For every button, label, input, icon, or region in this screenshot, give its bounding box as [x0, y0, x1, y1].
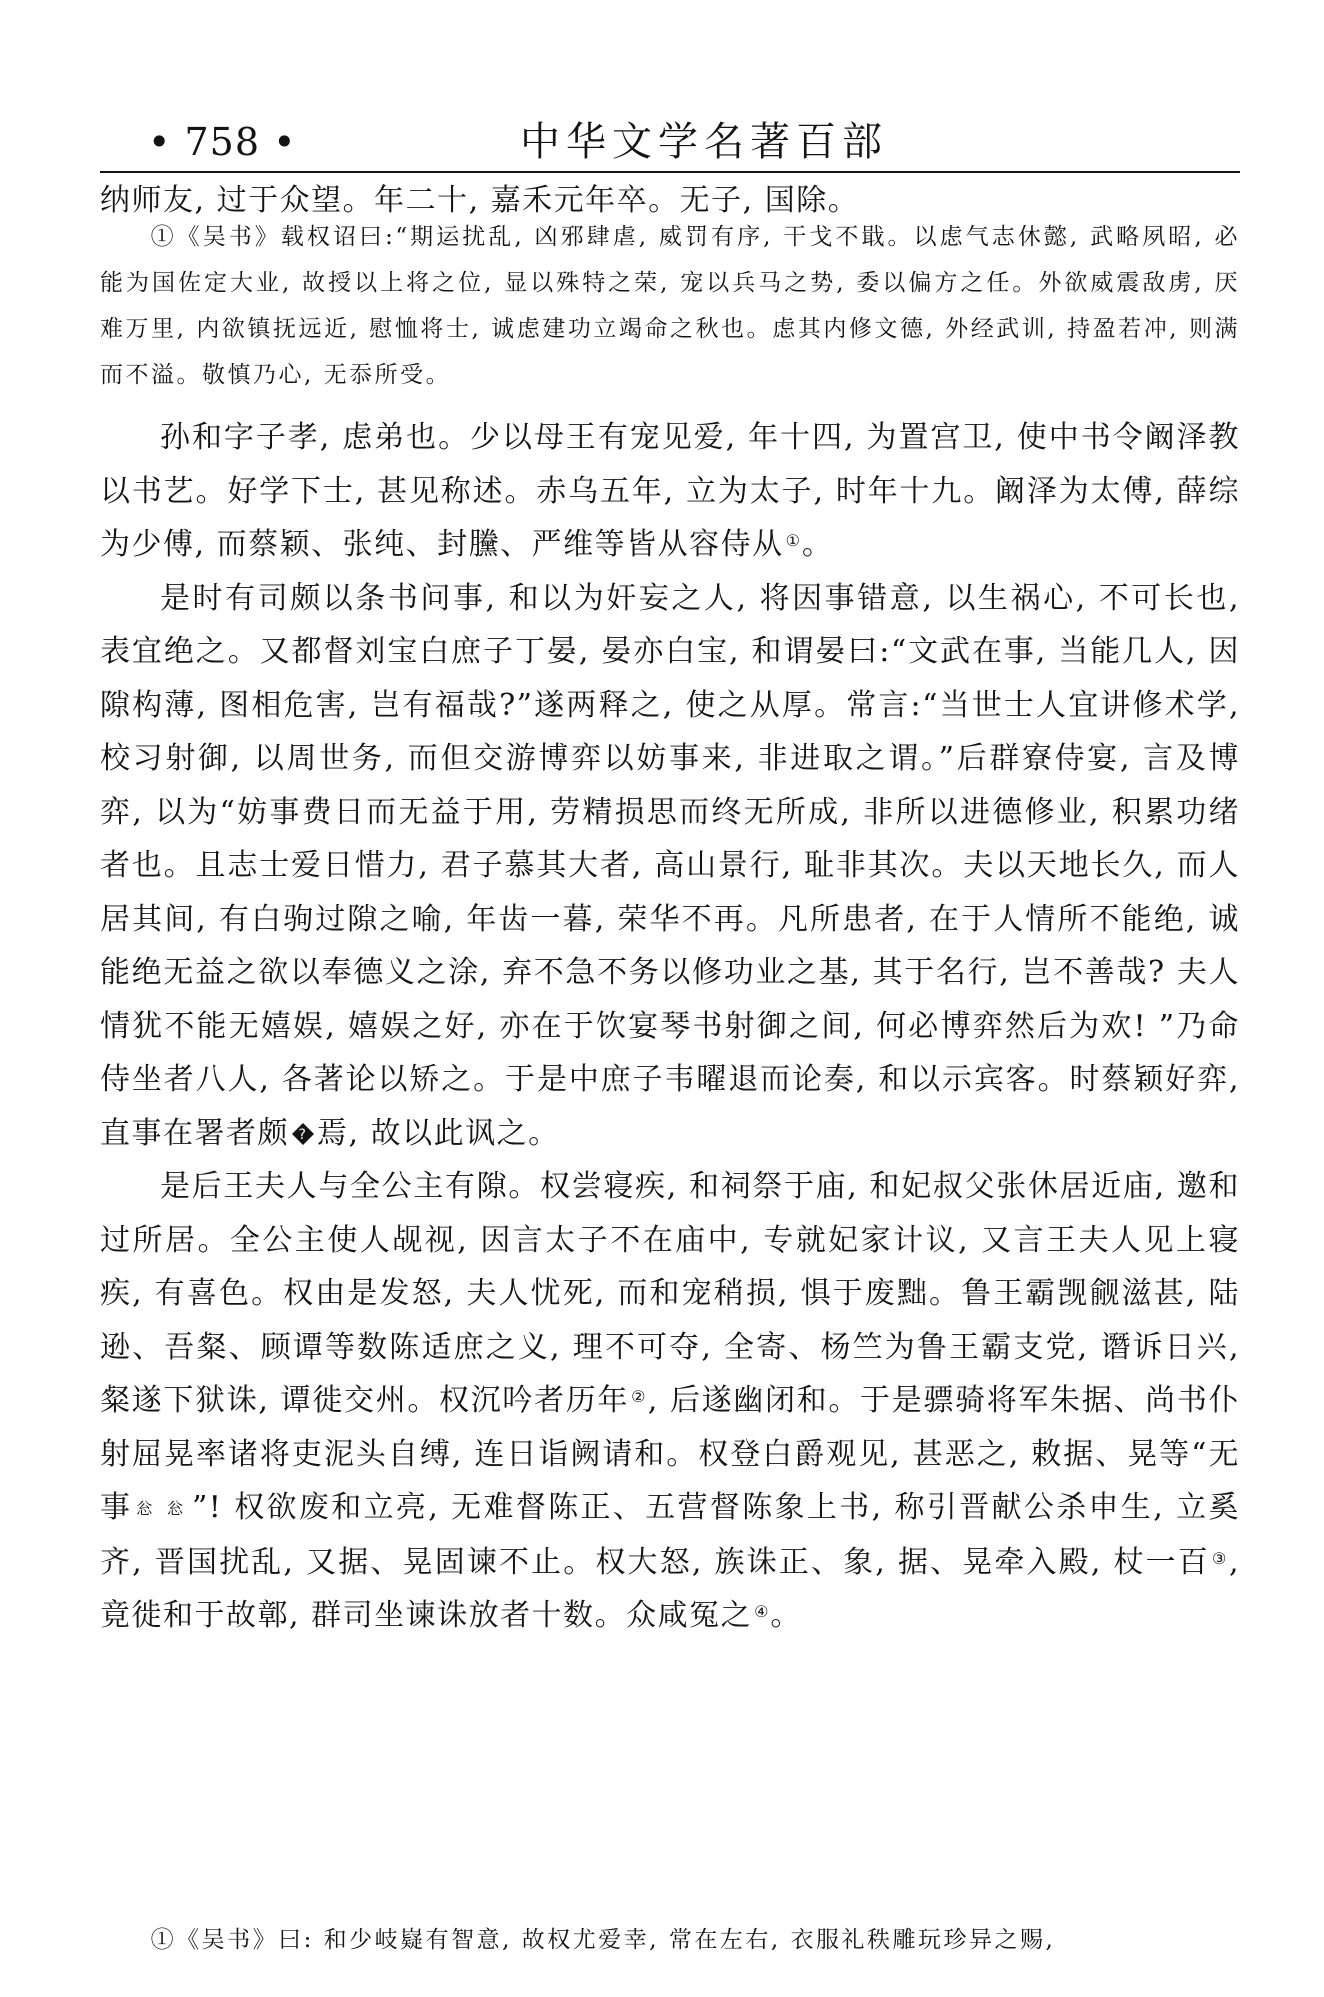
- paragraph-3: [100, 1160, 1240, 1643]
- footnote-ref-2: ②: [631, 1387, 646, 1406]
- footnote-ref-1: ①: [785, 531, 800, 550]
- page-number: • 758 •: [148, 120, 297, 164]
- paragraph-2: [100, 572, 1240, 1161]
- small-glyph-marks: 忩 忩: [136, 1499, 188, 1519]
- paragraph-3-text-a: 是后王夫人与全公主有隙。权尝寝疾, 和祠祭于庙, 和妃叔父张休居近庙, 邀和过所居。全公主使人觇视, 因言太子不在庙中, 专就妃家计议, 又言王夫人见上寝疾, 有喜色。权由是发怒, 夫人忧死, 而和宠稍损, 惧于废黜。鲁王霸觊觎滋甚, 陆逊、吾粲、顾谭等数陈适庶之义, 理不可夺, 全寄、杨竺为鲁王霸支党, 谮诉日兴, 粲遂下狱诛, 谭徙交州。权沉吟者历年: [100, 1169, 1240, 1418]
- paragraph-3-text-b: , 后遂幽闭和。于是骠骑将军朱据、尚书仆射屈晃率诸将吏泥头自缚, 连日诣阙请和。权登白爵观见, 甚恶之, 敕据、晃等“无事: [100, 1383, 1241, 1525]
- paragraph-1-end: 。: [801, 527, 834, 562]
- continuation-text: 纳师友, 过于众望。年二十, 嘉禾元年卒。无子, 国除。: [100, 183, 860, 218]
- missing-glyph-icon: [291, 1122, 315, 1146]
- book-title: 中华文学名著百部: [520, 119, 888, 165]
- svg-text:?: ?: [298, 1126, 308, 1143]
- paragraph-2-end: 焉, 故以此讽之。: [317, 1115, 560, 1151]
- main-text: [100, 411, 1240, 1643]
- footnote-ref-3: ③: [1211, 1548, 1227, 1568]
- page-header: [100, 112, 1240, 172]
- footnote-bottom-text: ①《吴书》曰: 和少岐嶷有智意, 故权尤爱幸, 常在左右, 衣服礼秩雕玩珍异之赐,: [150, 1927, 1056, 1953]
- footnote-ref-4: ④: [754, 1602, 769, 1622]
- paragraph-3-text-e: 。: [770, 1598, 802, 1634]
- footnote-top: [100, 214, 1240, 398]
- paragraph-2-text: 是时有司颇以条书问事, 和以为奸妄之人, 将因事错意, 以生祸心, 不可长也, 表宜绝之。又都督刘宝白庶子丁晏, 晏亦白宝, 和谓晏曰:“文武在事, 当能几人, 因隙构薄, 图相危害, 岂有福哉?”遂两释之, 使之从厚。常言:“当世士人宜讲修术学, 校习射御, 以周世务, 而但交游博弈以妨事来, 非进取之谓。”后群寮侍宴, 言及博弈, 以为“妨事费日而无益于用, 劳精损思而终无所成, 非所以进德修业, 积累功绪者也。且志士爱日惜力, 君子慕其大者, 高山景行, 耻非其次。夫以天地长久, 而人居其间, 有白驹过隙之喻, 年齿一暮, 荣华不再。凡所患者, 在于人情所不能绝, 诚能绝无益之欲以奉德义之涂, 弃不急不务以修功业之基, 其于名行, 岂不善哉? 夫人情犹不能无嬉娱, 嬉娱之好, 亦在于饮宴琴书射御之间, 何必博弈然后为欢! ”乃命侍坐者八人, 各著论以矫之。于是中庶子韦曜退而论奏, 和以示宾客。时蔡颖好弈, 直事在署者颇: [100, 580, 1240, 1151]
- paragraph-1: [100, 411, 1240, 572]
- paragraph-1-text: 孙和字子孝, 虑弟也。少以母王有宠见爱, 年十四, 为置宫卫, 使中书令阚泽教以书艺。好学下士, 甚见称述。赤乌五年, 立为太子, 时年十九。阚泽为太傅, 薛综为少傅, 而蔡颖、张纯、封黱、严维等皆从容侍从: [100, 420, 1240, 562]
- footnote-top-text: ①《吴书》载权诏曰:“期运扰乱, 凶邪肆虐, 威罚有序, 干戈不戢。以虑气志休懿, 武略夙昭, 必能为国佐定大业, 故授以上将之位, 显以殊特之荣, 宠以兵马之势, 委以偏方之任。外欲威震敌虏, 厌难万里, 内欲镇抚远近, 慰恤将士, 诚虑建功立竭命之秋也。虑其内修文德, 外经武训, 持盈若冲, 则满而不溢。敬慎乃心, 无忝所受。: [100, 224, 1240, 388]
- paragraph-3-text-d: , 竟徙和于故鄣, 群司坐谏诛放者十数。众咸冤之: [100, 1544, 1240, 1634]
- header-rule: [100, 171, 1240, 173]
- paragraph-3-text-c: ”! 权欲废和立亮, 无难督陈正、五营督陈象上书, 称引晋献公杀申生, 立奚齐, 晋国扰乱, 又据、晃固谏不止。权大怒, 族诛正、象, 据、晃牵入殿, 杖一百: [100, 1490, 1240, 1580]
- footnote-bottom: [100, 1917, 1240, 1963]
